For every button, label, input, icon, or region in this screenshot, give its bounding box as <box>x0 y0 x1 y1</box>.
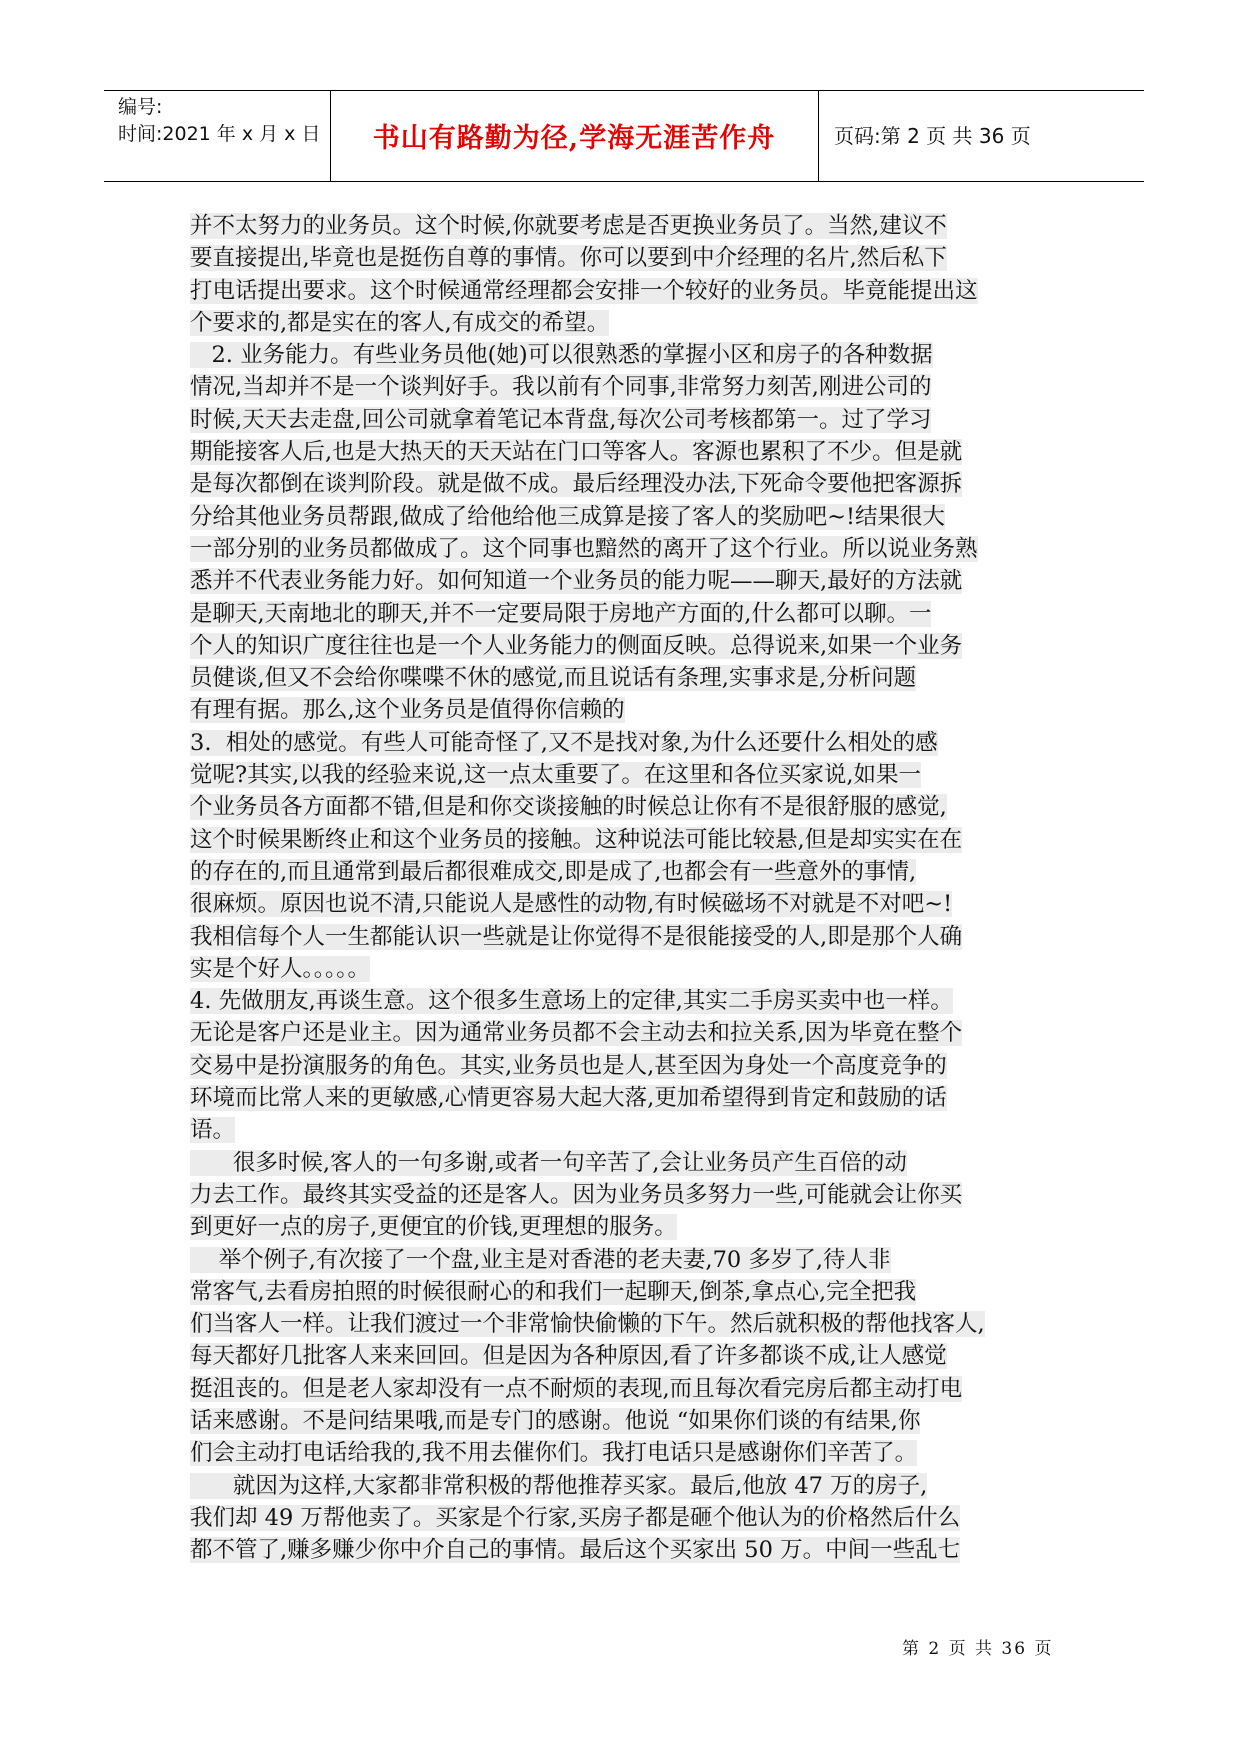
text-line-content: 打电话提出要求。这个时候通常经理都会安排一个较好的业务员。毕竟能提出这 <box>190 277 978 304</box>
text-line <box>190 630 1090 662</box>
text-line-content: 时候,天天去走盘,回公司就拿着笔记本背盘,每次公司考核都第一。过了学习 <box>190 406 932 433</box>
text-line <box>190 1017 1090 1049</box>
text-line-content: 员健谈,但又不会给你喋喋不休的感觉,而且说话有条理,实事求是,分析问题 <box>190 665 917 692</box>
text-line-content: 们会主动打电话给我的,我不用去催你们。我打电话只是感谢你们辛苦了。 <box>190 1440 918 1467</box>
text-line <box>190 1211 1090 1243</box>
text-line <box>190 339 1090 371</box>
header-page-number: 页码:第 2 页 共 36 页 <box>834 124 1031 148</box>
text-line-content: 觉呢?其实,以我的经验来说,这一点太重要了。在这里和各位买家说,如果一 <box>190 762 922 789</box>
text-line-content: 有理有据。那么,这个业务员是值得你信赖的 <box>190 697 625 724</box>
text-line-content: 个人的知识广度往往也是一个人业务能力的侧面反映。总得说来,如果一个业务 <box>190 632 963 659</box>
text-line-content: 都不管了,赚多赚少你中介自己的事情。最后这个买家出 50 万。中间一些乱七 <box>190 1537 961 1564</box>
text-line <box>190 727 1090 759</box>
header-meta <box>118 94 320 148</box>
text-line <box>190 824 1090 856</box>
text-line <box>190 694 1090 726</box>
text-line <box>190 953 1090 985</box>
text-line-content: 我相信每个人一生都能认识一些就是让你觉得不是很能接受的人,即是那个人确 <box>190 923 963 950</box>
document-time-label: 时间:2021 年 x 月 x 日 <box>118 123 321 145</box>
text-line-content: 是聊天,天南地北的聊天,并不一定要局限于房地产方面的,什么都可以聊。一 <box>190 600 932 627</box>
text-line-content: 是每次都倒在谈判阶段。就是做不成。最后经理没办法,下死命令要他把客源拆 <box>190 471 963 498</box>
text-line-content: 力去工作。最终其实受益的还是客人。因为业务员多努力一些,可能就会让你买 <box>190 1181 963 1208</box>
text-line <box>190 1050 1090 1082</box>
text-line <box>190 533 1090 565</box>
text-line <box>190 468 1090 500</box>
text-line-content: 一部分别的业务员都做成了。这个同事也黯然的离开了这个行业。所以说业务熟 <box>190 535 978 562</box>
text-line <box>190 662 1090 694</box>
text-line <box>190 1340 1090 1372</box>
text-line <box>190 759 1090 791</box>
text-line <box>190 565 1090 597</box>
text-line <box>190 1147 1090 1179</box>
text-line <box>190 1437 1090 1469</box>
text-line <box>190 1534 1090 1566</box>
text-line-content: 每天都好几批客人来来回回。但是因为各种原因,看了许多都谈不成,让人感觉 <box>190 1343 947 1370</box>
text-line <box>190 436 1090 468</box>
text-line-content: 到更好一点的房子,更便宜的价钱,更理想的服务。 <box>190 1214 677 1241</box>
text-line <box>190 1179 1090 1211</box>
text-line-content: 个要求的,都是实在的客人,有成交的希望。 <box>190 309 610 336</box>
text-line <box>190 1470 1090 1502</box>
header-bottom-rule <box>104 181 1144 182</box>
text-line-content: 很多时候,客人的一句多谢,或者一句辛苦了,会让业务员产生百倍的动 <box>190 1149 907 1176</box>
text-line <box>190 921 1090 953</box>
text-line-content: 举个例子,有次接了一个盘,业主是对香港的老夫妻,70 多岁了,待人非 <box>190 1246 891 1273</box>
text-line <box>190 501 1090 533</box>
text-line-content: 无论是客户还是业主。因为通常业务员都不会主动去和拉关系,因为毕竟在整个 <box>190 1020 963 1047</box>
text-line-content: 交易中是扮演服务的角色。其实,业务员也是人,甚至因为身处一个高度竞争的 <box>190 1052 947 1079</box>
text-line-content: 个业务员各方面都不错,但是和你交谈接触的时候总让你有不是很舒服的感觉, <box>190 794 947 821</box>
text-line-content: 环境而比常人来的更敏感,心情更容易大起大落,更加希望得到肯定和鼓励的话 <box>190 1085 947 1112</box>
text-line-content: 很麻烦。原因也说不清,只能说人是感性的动物,有时候磁场不对就是不对吧~! <box>190 891 953 918</box>
text-line-content: 实是个好人。。。。。 <box>190 955 371 982</box>
document-number-label: 编号: <box>118 96 163 118</box>
text-line-content: 这个时候果断终止和这个业务员的接触。这种说法可能比较悬,但是却实实在在 <box>190 826 963 853</box>
text-line-content: 话来感谢。不是问结果哦,而是专门的感谢。他说 “如果你们谈的有结果,你 <box>190 1407 921 1434</box>
text-line <box>190 985 1090 1017</box>
text-line-content: 4. 先做朋友,再谈生意。这个很多生意场上的定律,其实二手房买卖中也一样。 <box>190 988 953 1015</box>
text-line <box>190 275 1090 307</box>
header-motto: 书山有路勤为径,学海无涯苦作舟 <box>372 123 776 154</box>
text-line <box>190 1114 1090 1146</box>
text-line-content: 挺沮丧的。但是老人家却没有一点不耐烦的表现,而且每次看完房后都主动打电 <box>190 1375 963 1402</box>
text-line <box>190 371 1090 403</box>
text-line <box>190 856 1090 888</box>
text-line <box>190 1244 1090 1276</box>
text-line-content: 的存在的,而且通常到最后都很难成交,即是成了,也都会有一些意外的事情, <box>190 858 917 885</box>
text-line-content: 我们却 49 万帮他卖了。买家是个行家,买房子都是砸个他认为的价格然后什么 <box>190 1504 961 1531</box>
text-line <box>190 404 1090 436</box>
text-line <box>190 242 1090 274</box>
text-line-content: 就因为这样,大家都非常积极的帮他推荐买家。最后,他放 47 万的房子, <box>190 1472 928 1499</box>
text-line <box>190 1502 1090 1534</box>
text-line <box>190 1276 1090 1308</box>
text-line <box>190 210 1090 242</box>
text-line-content: 们当客人一样。让我们渡过一个非常愉快偷懒的下午。然后就积极的帮他找客人, <box>190 1311 985 1338</box>
text-line <box>190 307 1090 339</box>
header-divider-right <box>818 90 819 182</box>
text-line-content: 期能接客人后,也是大热天的天天站在门口等客人。客源也累积了不少。但是就 <box>190 439 963 466</box>
text-line-content: 分给其他业务员帮跟,做成了给他给他三成算是接了客人的奖励吧~!结果很大 <box>190 503 946 530</box>
text-line <box>190 1308 1090 1340</box>
text-line <box>190 1405 1090 1437</box>
text-line <box>190 1373 1090 1405</box>
text-line <box>190 598 1090 630</box>
text-line <box>190 1082 1090 1114</box>
document-body <box>190 210 1090 1566</box>
text-line-content: 悉并不代表业务能力好。如何知道一个业务员的能力呢——聊天,最好的方法就 <box>190 568 963 595</box>
page-footer: 第 2 页 共 36 页 <box>902 1639 1054 1659</box>
text-line-content: 情况,当却并不是一个谈判好手。我以前有个同事,非常努力刻苦,刚进公司的 <box>190 374 932 401</box>
text-line <box>190 888 1090 920</box>
text-line <box>190 791 1090 823</box>
text-line-content: 并不太努力的业务员。这个时候,你就要考虑是否更换业务员了。当然,建议不 <box>190 213 947 239</box>
text-line-content: 常客气,去看房拍照的时候很耐心的和我们一起聊天,倒茶,拿点心,完全把我 <box>190 1278 917 1305</box>
text-line-content: 3. 相处的感觉。有些人可能奇怪了,又不是找对象,为什么还要什么相处的感 <box>190 729 938 756</box>
text-line-content: 2. 业务能力。有些业务员他(她)可以很熟悉的掌握小区和房子的各种数据 <box>190 342 933 369</box>
document-header <box>104 90 1144 182</box>
text-line-content: 语。 <box>190 1117 236 1144</box>
text-line-content: 要直接提出,毕竟也是挺伤自尊的事情。你可以要到中介经理的名片,然后私下 <box>190 245 947 272</box>
header-top-rule <box>104 90 1144 91</box>
